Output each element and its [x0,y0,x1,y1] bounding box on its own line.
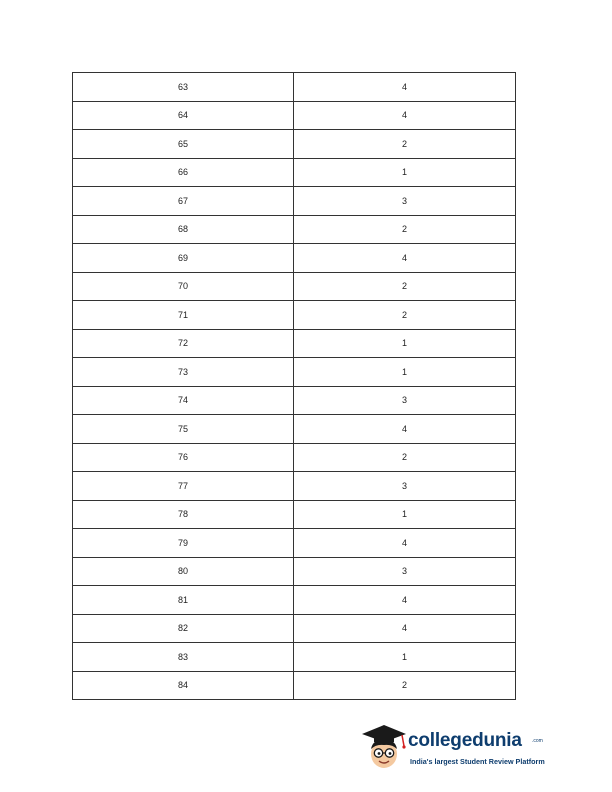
answer-cell: 2 [294,443,516,472]
answer-cell: 1 [294,358,516,387]
answer-cell: 2 [294,301,516,330]
question-number-cell: 76 [73,443,294,472]
question-number-cell: 71 [73,301,294,330]
answer-cell: 3 [294,386,516,415]
question-number-cell: 73 [73,358,294,387]
table-row [73,130,516,159]
table-row [73,73,516,102]
answer-cell: 4 [294,586,516,615]
answer-cell: 1 [294,643,516,672]
question-number-cell: 78 [73,500,294,529]
answer-cell: 4 [294,73,516,102]
question-number-cell: 82 [73,614,294,643]
question-number-cell: 84 [73,671,294,700]
question-number-cell: 74 [73,386,294,415]
table-row [73,187,516,216]
question-number-cell: 83 [73,643,294,672]
collegedunia-logo [360,722,550,772]
answer-cell: 2 [294,215,516,244]
table-row [73,329,516,358]
table-row [73,158,516,187]
table-row [73,443,516,472]
answer-cell: 3 [294,472,516,501]
question-number-cell: 66 [73,158,294,187]
table-row [73,215,516,244]
table-row [73,301,516,330]
table-row [73,415,516,444]
table-row [73,472,516,501]
answer-cell: 3 [294,187,516,216]
brand-tagline: India's largest Student Review Platform [410,757,545,766]
question-number-cell: 81 [73,586,294,615]
question-number-cell: 65 [73,130,294,159]
answer-cell: 4 [294,415,516,444]
question-number-cell: 72 [73,329,294,358]
question-number-cell: 75 [73,415,294,444]
table-row [73,671,516,700]
answer-cell: 1 [294,158,516,187]
question-number-cell: 70 [73,272,294,301]
answer-cell: 1 [294,500,516,529]
answer-cell: 3 [294,557,516,586]
brand-suffix: .com [532,738,543,744]
answer-cell: 4 [294,529,516,558]
question-number-cell: 63 [73,73,294,102]
table-row [73,101,516,130]
table-body [73,73,516,700]
question-number-cell: 68 [73,215,294,244]
answer-cell: 2 [294,671,516,700]
mascot-icon [360,722,408,772]
table-row [73,386,516,415]
question-number-cell: 79 [73,529,294,558]
answer-cell: 4 [294,614,516,643]
answer-cell: 2 [294,272,516,301]
table-row [73,643,516,672]
answer-key-table [72,72,516,700]
table-row [73,557,516,586]
table-row [73,358,516,387]
question-number-cell: 64 [73,101,294,130]
answer-cell: 2 [294,130,516,159]
answer-cell: 1 [294,329,516,358]
question-number-cell: 69 [73,244,294,273]
answer-cell: 4 [294,244,516,273]
answer-cell: 4 [294,101,516,130]
brand-name: collegedunia [408,730,522,751]
table-row [73,244,516,273]
table-row [73,614,516,643]
question-number-cell: 77 [73,472,294,501]
table-row [73,529,516,558]
table-row [73,272,516,301]
table-row [73,586,516,615]
question-number-cell: 80 [73,557,294,586]
question-number-cell: 67 [73,187,294,216]
table-row [73,500,516,529]
